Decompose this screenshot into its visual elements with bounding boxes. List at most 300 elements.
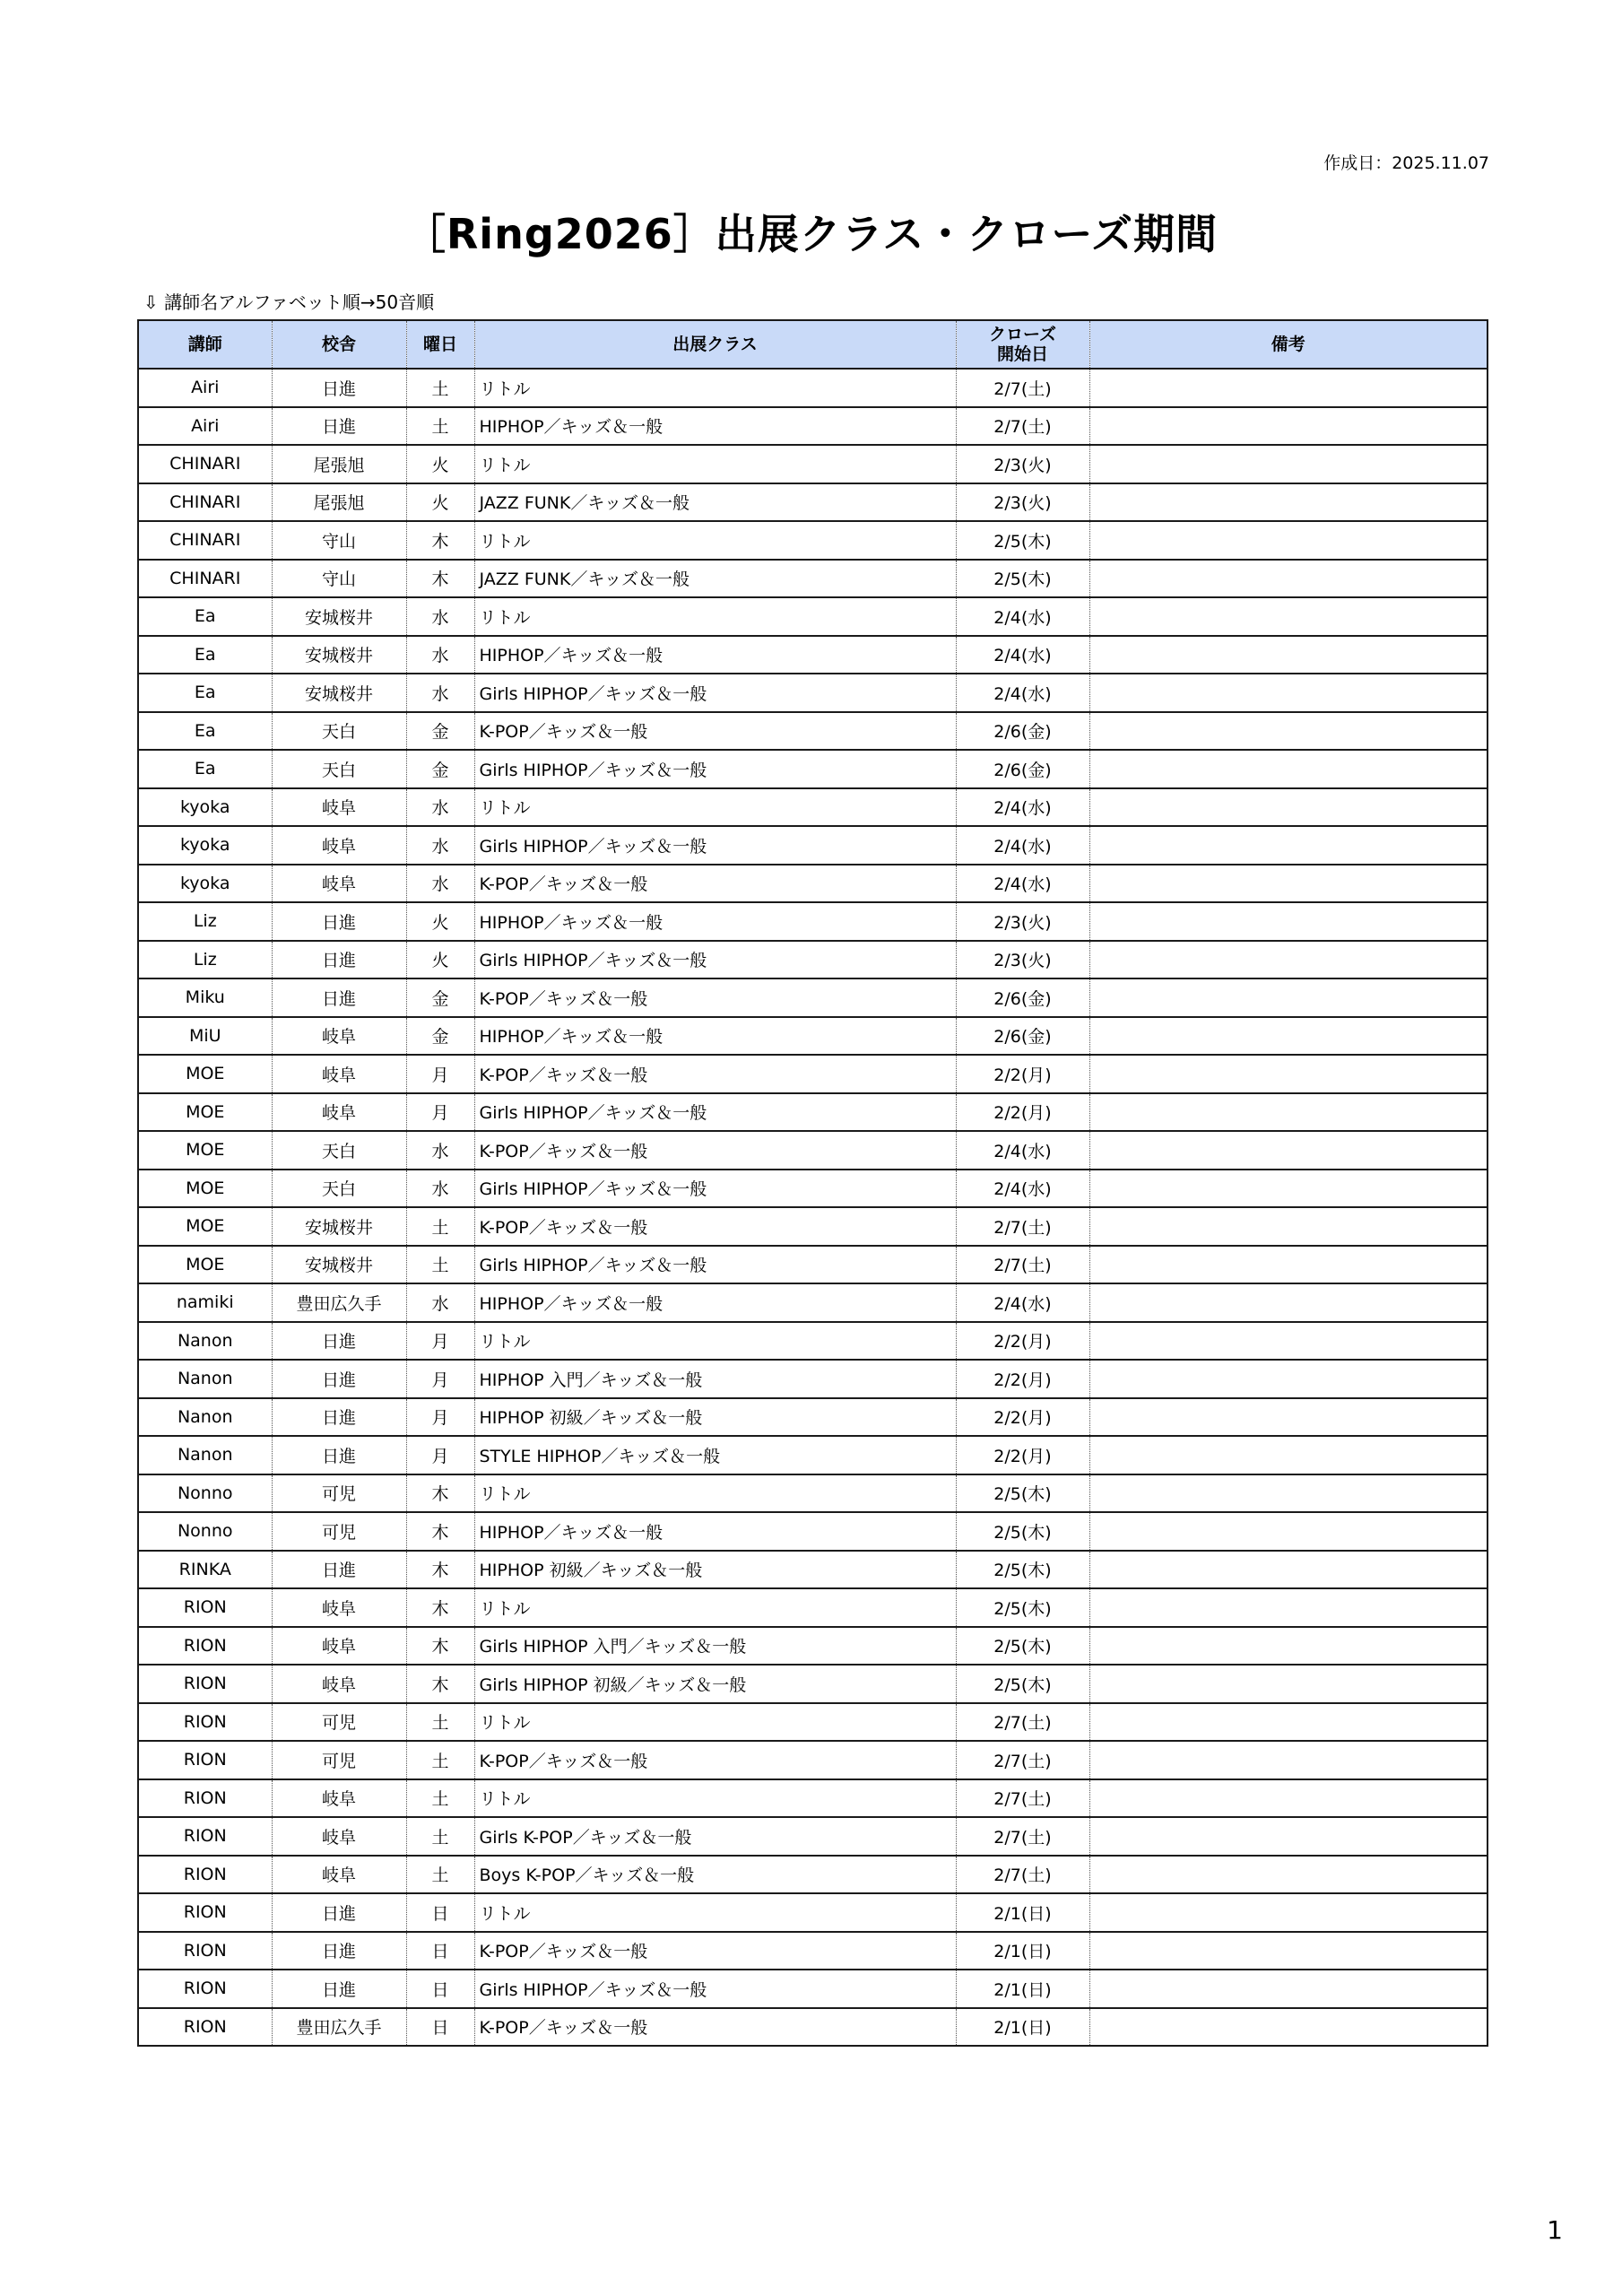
cell-day: 火 bbox=[406, 483, 474, 522]
cell-class: リトル bbox=[474, 788, 956, 827]
cell-class: HIPHOP 入門／キッズ＆一般 bbox=[474, 1360, 956, 1398]
cell-class: リトル bbox=[474, 445, 956, 483]
cell-class: HIPHOP 初級／キッズ＆一般 bbox=[474, 1551, 956, 1589]
cell-close-date: 2/7(土) bbox=[956, 1703, 1089, 1742]
cell-notes bbox=[1089, 483, 1488, 522]
cell-close-date: 2/5(木) bbox=[956, 560, 1089, 598]
cell-class: Girls HIPHOP 初級／キッズ＆一般 bbox=[474, 1665, 956, 1703]
cell-school: 日進 bbox=[272, 1551, 406, 1589]
cell-school: 日進 bbox=[272, 1398, 406, 1437]
cell-close-date: 2/2(月) bbox=[956, 1398, 1089, 1437]
cell-school: 尾張旭 bbox=[272, 445, 406, 483]
cell-class: K-POP／キッズ＆一般 bbox=[474, 1932, 956, 1970]
cell-class: STYLE HIPHOP／キッズ＆一般 bbox=[474, 1436, 956, 1474]
table-row bbox=[138, 712, 1488, 751]
table-row bbox=[138, 788, 1488, 827]
cell-school: 岐阜 bbox=[272, 826, 406, 865]
cell-instructor: CHINARI bbox=[138, 560, 272, 598]
cell-notes bbox=[1089, 521, 1488, 560]
cell-class: Girls HIPHOP／キッズ＆一般 bbox=[474, 1093, 956, 1132]
cell-close-date: 2/5(木) bbox=[956, 1588, 1089, 1627]
cell-instructor: RION bbox=[138, 1741, 272, 1779]
cell-day: 日 bbox=[406, 1932, 474, 1970]
cell-notes bbox=[1089, 407, 1488, 446]
cell-school: 日進 bbox=[272, 1436, 406, 1474]
header-school: 校舎 bbox=[272, 320, 406, 369]
cell-school: 岐阜 bbox=[272, 1588, 406, 1627]
cell-day: 木 bbox=[406, 521, 474, 560]
cell-notes bbox=[1089, 1932, 1488, 1970]
cell-class: Girls HIPHOP 入門／キッズ＆一般 bbox=[474, 1627, 956, 1665]
cell-notes bbox=[1089, 978, 1488, 1017]
cell-school: 日進 bbox=[272, 1893, 406, 1932]
cell-school: 天白 bbox=[272, 750, 406, 788]
table-row bbox=[138, 597, 1488, 636]
cell-notes bbox=[1089, 902, 1488, 941]
cell-instructor: RINKA bbox=[138, 1551, 272, 1589]
cell-notes bbox=[1089, 1093, 1488, 1132]
cell-notes bbox=[1089, 1588, 1488, 1627]
cell-notes bbox=[1089, 1627, 1488, 1665]
cell-day: 水 bbox=[406, 826, 474, 865]
cell-day: 水 bbox=[406, 597, 474, 636]
cell-notes bbox=[1089, 2008, 1488, 2047]
cell-school: 安城桜井 bbox=[272, 597, 406, 636]
cell-class: Girls K-POP／キッズ＆一般 bbox=[474, 1817, 956, 1856]
cell-instructor: Miku bbox=[138, 978, 272, 1017]
table-row bbox=[138, 1779, 1488, 1818]
cell-notes bbox=[1089, 1817, 1488, 1856]
table-row bbox=[138, 941, 1488, 979]
cell-class: リトル bbox=[474, 1703, 956, 1742]
cell-school: 安城桜井 bbox=[272, 1207, 406, 1246]
cell-school: 日進 bbox=[272, 1932, 406, 1970]
cell-instructor: MOE bbox=[138, 1131, 272, 1170]
header-notes: 備考 bbox=[1089, 320, 1488, 369]
cell-notes bbox=[1089, 1322, 1488, 1361]
cell-school: 岐阜 bbox=[272, 1627, 406, 1665]
cell-close-date: 2/7(土) bbox=[956, 407, 1089, 446]
cell-notes bbox=[1089, 636, 1488, 674]
cell-close-date: 2/4(水) bbox=[956, 674, 1089, 712]
cell-instructor: RION bbox=[138, 1856, 272, 1894]
cell-instructor: Airi bbox=[138, 407, 272, 446]
table-row bbox=[138, 1665, 1488, 1703]
cell-school: 岐阜 bbox=[272, 1779, 406, 1818]
cell-close-date: 2/3(火) bbox=[956, 483, 1089, 522]
cell-close-date: 2/5(木) bbox=[956, 1512, 1089, 1551]
cell-school: 岐阜 bbox=[272, 1856, 406, 1894]
cell-school: 豊田広久手 bbox=[272, 1283, 406, 1322]
table-row bbox=[138, 1588, 1488, 1627]
cell-day: 月 bbox=[406, 1360, 474, 1398]
cell-school: 日進 bbox=[272, 1970, 406, 2008]
cell-class: JAZZ FUNK／キッズ＆一般 bbox=[474, 560, 956, 598]
cell-day: 日 bbox=[406, 1893, 474, 1932]
cell-close-date: 2/4(水) bbox=[956, 597, 1089, 636]
header-close-line1: クローズ bbox=[988, 325, 1057, 344]
cell-instructor: RION bbox=[138, 1588, 272, 1627]
table-row bbox=[138, 1512, 1488, 1551]
cell-day: 月 bbox=[406, 1055, 474, 1093]
cell-class: Girls HIPHOP／キッズ＆一般 bbox=[474, 1170, 956, 1208]
cell-instructor: RION bbox=[138, 1893, 272, 1932]
cell-notes bbox=[1089, 1131, 1488, 1170]
cell-class: K-POP／キッズ＆一般 bbox=[474, 712, 956, 751]
cell-class: HIPHOP／キッズ＆一般 bbox=[474, 1017, 956, 1056]
table-row bbox=[138, 674, 1488, 712]
cell-close-date: 2/5(木) bbox=[956, 1665, 1089, 1703]
cell-notes bbox=[1089, 674, 1488, 712]
cell-close-date: 2/1(日) bbox=[956, 2008, 1089, 2047]
table-row bbox=[138, 1627, 1488, 1665]
cell-school: 安城桜井 bbox=[272, 636, 406, 674]
cell-day: 月 bbox=[406, 1398, 474, 1437]
cell-close-date: 2/3(火) bbox=[956, 941, 1089, 979]
cell-notes bbox=[1089, 1170, 1488, 1208]
cell-close-date: 2/1(日) bbox=[956, 1893, 1089, 1932]
cell-close-date: 2/3(火) bbox=[956, 902, 1089, 941]
table-row bbox=[138, 1436, 1488, 1474]
table-row bbox=[138, 1207, 1488, 1246]
cell-instructor: MOE bbox=[138, 1207, 272, 1246]
cell-instructor: namiki bbox=[138, 1283, 272, 1322]
cell-day: 木 bbox=[406, 1665, 474, 1703]
cell-close-date: 2/7(土) bbox=[956, 1207, 1089, 1246]
cell-instructor: Ea bbox=[138, 674, 272, 712]
cell-close-date: 2/1(日) bbox=[956, 1970, 1089, 2008]
cell-day: 水 bbox=[406, 1131, 474, 1170]
cell-close-date: 2/4(水) bbox=[956, 826, 1089, 865]
cell-school: 日進 bbox=[272, 941, 406, 979]
cell-instructor: Nanon bbox=[138, 1436, 272, 1474]
table-row bbox=[138, 483, 1488, 522]
cell-close-date: 2/4(水) bbox=[956, 1283, 1089, 1322]
cell-day: 木 bbox=[406, 560, 474, 598]
cell-day: 土 bbox=[406, 1817, 474, 1856]
cell-instructor: Nanon bbox=[138, 1360, 272, 1398]
cell-day: 水 bbox=[406, 1283, 474, 1322]
cell-day: 土 bbox=[406, 369, 474, 407]
cell-class: HIPHOP／キッズ＆一般 bbox=[474, 407, 956, 446]
cell-school: 可児 bbox=[272, 1703, 406, 1742]
cell-class: リトル bbox=[474, 1322, 956, 1361]
cell-class: Girls HIPHOP／キッズ＆一般 bbox=[474, 941, 956, 979]
cell-notes bbox=[1089, 1360, 1488, 1398]
cell-class: K-POP／キッズ＆一般 bbox=[474, 865, 956, 903]
cell-instructor: MOE bbox=[138, 1055, 272, 1093]
cell-class: K-POP／キッズ＆一般 bbox=[474, 1207, 956, 1246]
table-row bbox=[138, 750, 1488, 788]
cell-notes bbox=[1089, 1055, 1488, 1093]
cell-day: 火 bbox=[406, 445, 474, 483]
cell-day: 水 bbox=[406, 865, 474, 903]
cell-instructor: kyoka bbox=[138, 826, 272, 865]
cell-school: 可児 bbox=[272, 1741, 406, 1779]
header-class: 出展クラス bbox=[474, 320, 956, 369]
cell-close-date: 2/7(土) bbox=[956, 1246, 1089, 1284]
cell-class: リトル bbox=[474, 1893, 956, 1932]
cell-class: リトル bbox=[474, 597, 956, 636]
table-row bbox=[138, 1017, 1488, 1056]
header-instructor: 講師 bbox=[138, 320, 272, 369]
cell-notes bbox=[1089, 1551, 1488, 1589]
cell-school: 岐阜 bbox=[272, 1055, 406, 1093]
cell-instructor: CHINARI bbox=[138, 483, 272, 522]
cell-notes bbox=[1089, 865, 1488, 903]
table-row bbox=[138, 1856, 1488, 1894]
cell-notes bbox=[1089, 788, 1488, 827]
cell-close-date: 2/7(土) bbox=[956, 1856, 1089, 1894]
cell-close-date: 2/6(金) bbox=[956, 978, 1089, 1017]
table-row bbox=[138, 1360, 1488, 1398]
cell-notes bbox=[1089, 1283, 1488, 1322]
cell-notes bbox=[1089, 1017, 1488, 1056]
table-row bbox=[138, 978, 1488, 1017]
cell-close-date: 2/7(土) bbox=[956, 1741, 1089, 1779]
cell-notes bbox=[1089, 1779, 1488, 1818]
cell-instructor: RION bbox=[138, 1817, 272, 1856]
cell-class: K-POP／キッズ＆一般 bbox=[474, 1055, 956, 1093]
cell-notes bbox=[1089, 1512, 1488, 1551]
cell-class: リトル bbox=[474, 1588, 956, 1627]
cell-instructor: Nonno bbox=[138, 1474, 272, 1513]
page-title: ［Ring2026］出展クラス・クローズ期間 bbox=[403, 210, 1219, 258]
cell-close-date: 2/2(月) bbox=[956, 1322, 1089, 1361]
table-row bbox=[138, 1741, 1488, 1779]
cell-notes bbox=[1089, 750, 1488, 788]
table-row bbox=[138, 407, 1488, 446]
cell-instructor: MiU bbox=[138, 1017, 272, 1056]
table-row bbox=[138, 1246, 1488, 1284]
cell-instructor: kyoka bbox=[138, 788, 272, 827]
table-row bbox=[138, 865, 1488, 903]
cell-school: 尾張旭 bbox=[272, 483, 406, 522]
cell-instructor: Liz bbox=[138, 902, 272, 941]
cell-close-date: 2/4(水) bbox=[956, 1170, 1089, 1208]
cell-notes bbox=[1089, 597, 1488, 636]
schedule-table bbox=[137, 319, 1488, 2047]
cell-instructor: Ea bbox=[138, 712, 272, 751]
cell-day: 日 bbox=[406, 1970, 474, 2008]
cell-notes bbox=[1089, 445, 1488, 483]
cell-class: リトル bbox=[474, 369, 956, 407]
cell-school: 安城桜井 bbox=[272, 1246, 406, 1284]
cell-close-date: 2/6(金) bbox=[956, 712, 1089, 751]
table-row bbox=[138, 521, 1488, 560]
cell-day: 水 bbox=[406, 788, 474, 827]
cell-instructor: Ea bbox=[138, 750, 272, 788]
cell-notes bbox=[1089, 1665, 1488, 1703]
cell-instructor: kyoka bbox=[138, 865, 272, 903]
cell-close-date: 2/1(日) bbox=[956, 1932, 1089, 1970]
cell-close-date: 2/2(月) bbox=[956, 1360, 1089, 1398]
cell-notes bbox=[1089, 941, 1488, 979]
cell-instructor: Nanon bbox=[138, 1322, 272, 1361]
table-row bbox=[138, 1970, 1488, 2008]
cell-day: 日 bbox=[406, 2008, 474, 2047]
table-row bbox=[138, 1398, 1488, 1437]
cell-notes bbox=[1089, 1398, 1488, 1437]
table-row bbox=[138, 1093, 1488, 1132]
cell-school: 日進 bbox=[272, 407, 406, 446]
cell-notes bbox=[1089, 1207, 1488, 1246]
cell-class: JAZZ FUNK／キッズ＆一般 bbox=[474, 483, 956, 522]
cell-close-date: 2/6(金) bbox=[956, 750, 1089, 788]
cell-class: Girls HIPHOP／キッズ＆一般 bbox=[474, 674, 956, 712]
cell-class: リトル bbox=[474, 521, 956, 560]
cell-day: 火 bbox=[406, 902, 474, 941]
table-row bbox=[138, 1551, 1488, 1589]
cell-class: HIPHOP／キッズ＆一般 bbox=[474, 636, 956, 674]
cell-close-date: 2/5(木) bbox=[956, 1551, 1089, 1589]
cell-school: 可児 bbox=[272, 1474, 406, 1513]
cell-school: 守山 bbox=[272, 521, 406, 560]
table-row bbox=[138, 560, 1488, 598]
cell-day: 金 bbox=[406, 750, 474, 788]
sort-note: ⇩ 講師名アルファベット順→50音順 bbox=[143, 291, 435, 313]
cell-school: 日進 bbox=[272, 1360, 406, 1398]
cell-school: 岐阜 bbox=[272, 865, 406, 903]
cell-school: 天白 bbox=[272, 1131, 406, 1170]
cell-day: 金 bbox=[406, 1017, 474, 1056]
cell-day: 金 bbox=[406, 712, 474, 751]
cell-day: 木 bbox=[406, 1474, 474, 1513]
cell-close-date: 2/5(木) bbox=[956, 521, 1089, 560]
cell-school: 岐阜 bbox=[272, 788, 406, 827]
cell-instructor: RION bbox=[138, 1665, 272, 1703]
cell-school: 日進 bbox=[272, 978, 406, 1017]
cell-instructor: Liz bbox=[138, 941, 272, 979]
cell-day: 金 bbox=[406, 978, 474, 1017]
cell-school: 日進 bbox=[272, 369, 406, 407]
cell-close-date: 2/6(金) bbox=[956, 1017, 1089, 1056]
table-row bbox=[138, 445, 1488, 483]
cell-instructor: Ea bbox=[138, 636, 272, 674]
cell-notes bbox=[1089, 1703, 1488, 1742]
cell-notes bbox=[1089, 826, 1488, 865]
table-row bbox=[138, 1131, 1488, 1170]
cell-school: 天白 bbox=[272, 712, 406, 751]
table-row bbox=[138, 1474, 1488, 1513]
cell-school: 岐阜 bbox=[272, 1017, 406, 1056]
cell-close-date: 2/2(月) bbox=[956, 1055, 1089, 1093]
cell-day: 月 bbox=[406, 1436, 474, 1474]
cell-day: 木 bbox=[406, 1627, 474, 1665]
cell-day: 木 bbox=[406, 1551, 474, 1589]
cell-notes bbox=[1089, 1474, 1488, 1513]
cell-instructor: Nonno bbox=[138, 1512, 272, 1551]
table-row bbox=[138, 636, 1488, 674]
cell-instructor: CHINARI bbox=[138, 521, 272, 560]
cell-close-date: 2/2(月) bbox=[956, 1436, 1089, 1474]
cell-day: 水 bbox=[406, 674, 474, 712]
cell-day: 木 bbox=[406, 1588, 474, 1627]
cell-class: Girls HIPHOP／キッズ＆一般 bbox=[474, 1246, 956, 1284]
cell-close-date: 2/7(土) bbox=[956, 369, 1089, 407]
cell-day: 土 bbox=[406, 1856, 474, 1894]
cell-class: リトル bbox=[474, 1779, 956, 1818]
cell-instructor: RION bbox=[138, 1932, 272, 1970]
table-row bbox=[138, 1703, 1488, 1742]
cell-class: Boys K-POP／キッズ＆一般 bbox=[474, 1856, 956, 1894]
cell-class: HIPHOP／キッズ＆一般 bbox=[474, 902, 956, 941]
cell-instructor: RION bbox=[138, 2008, 272, 2047]
cell-instructor: Ea bbox=[138, 597, 272, 636]
cell-class: K-POP／キッズ＆一般 bbox=[474, 1131, 956, 1170]
cell-school: 天白 bbox=[272, 1170, 406, 1208]
cell-class: Girls HIPHOP／キッズ＆一般 bbox=[474, 1970, 956, 2008]
cell-instructor: CHINARI bbox=[138, 445, 272, 483]
table-row bbox=[138, 826, 1488, 865]
cell-school: 岐阜 bbox=[272, 1817, 406, 1856]
cell-class: K-POP／キッズ＆一般 bbox=[474, 2008, 956, 2047]
header-close-start bbox=[956, 320, 1089, 369]
cell-class: HIPHOP 初級／キッズ＆一般 bbox=[474, 1398, 956, 1437]
cell-notes bbox=[1089, 560, 1488, 598]
cell-day: 火 bbox=[406, 941, 474, 979]
cell-close-date: 2/7(土) bbox=[956, 1779, 1089, 1818]
cell-instructor: Nanon bbox=[138, 1398, 272, 1437]
cell-notes bbox=[1089, 1970, 1488, 2008]
cell-day: 木 bbox=[406, 1512, 474, 1551]
created-date: 作成日：2025.11.07 bbox=[1323, 153, 1489, 173]
cell-day: 土 bbox=[406, 407, 474, 446]
cell-day: 水 bbox=[406, 1170, 474, 1208]
cell-school: 岐阜 bbox=[272, 1665, 406, 1703]
cell-close-date: 2/4(水) bbox=[956, 865, 1089, 903]
cell-school: 豊田広久手 bbox=[272, 2008, 406, 2047]
cell-day: 土 bbox=[406, 1207, 474, 1246]
cell-school: 日進 bbox=[272, 902, 406, 941]
cell-day: 土 bbox=[406, 1741, 474, 1779]
table-body bbox=[138, 369, 1488, 2046]
cell-notes bbox=[1089, 369, 1488, 407]
cell-class: HIPHOP／キッズ＆一般 bbox=[474, 1512, 956, 1551]
cell-close-date: 2/5(木) bbox=[956, 1474, 1089, 1513]
cell-class: Girls HIPHOP／キッズ＆一般 bbox=[474, 750, 956, 788]
cell-school: 日進 bbox=[272, 1322, 406, 1361]
cell-notes bbox=[1089, 1246, 1488, 1284]
cell-class: HIPHOP／キッズ＆一般 bbox=[474, 1283, 956, 1322]
cell-notes bbox=[1089, 1436, 1488, 1474]
cell-class: リトル bbox=[474, 1474, 956, 1513]
table-header-row bbox=[138, 320, 1488, 369]
table-row bbox=[138, 2008, 1488, 2047]
cell-notes bbox=[1089, 1893, 1488, 1932]
cell-day: 土 bbox=[406, 1779, 474, 1818]
page-number: 1 bbox=[1547, 2215, 1563, 2245]
cell-instructor: MOE bbox=[138, 1246, 272, 1284]
cell-close-date: 2/5(木) bbox=[956, 1627, 1089, 1665]
cell-close-date: 2/4(水) bbox=[956, 636, 1089, 674]
cell-school: 可児 bbox=[272, 1512, 406, 1551]
cell-school: 安城桜井 bbox=[272, 674, 406, 712]
cell-day: 土 bbox=[406, 1246, 474, 1284]
cell-close-date: 2/3(火) bbox=[956, 445, 1089, 483]
cell-class: Girls HIPHOP／キッズ＆一般 bbox=[474, 826, 956, 865]
cell-class: K-POP／キッズ＆一般 bbox=[474, 1741, 956, 1779]
table-row bbox=[138, 1817, 1488, 1856]
cell-instructor: RION bbox=[138, 1970, 272, 2008]
cell-instructor: RION bbox=[138, 1627, 272, 1665]
cell-close-date: 2/2(月) bbox=[956, 1093, 1089, 1132]
cell-school: 守山 bbox=[272, 560, 406, 598]
cell-instructor: MOE bbox=[138, 1093, 272, 1132]
cell-instructor: RION bbox=[138, 1703, 272, 1742]
cell-notes bbox=[1089, 712, 1488, 751]
cell-notes bbox=[1089, 1856, 1488, 1894]
